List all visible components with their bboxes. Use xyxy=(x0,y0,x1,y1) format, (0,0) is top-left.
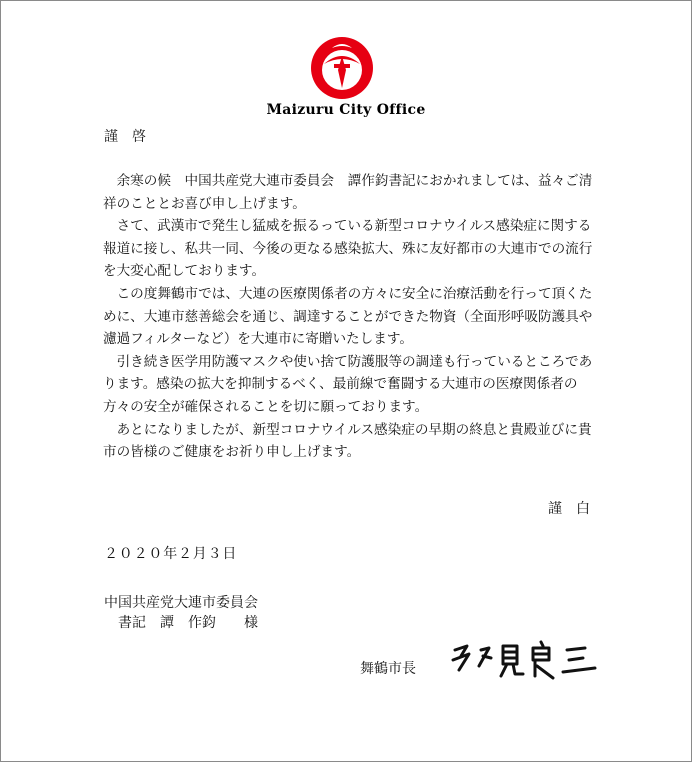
recipient-name: 書記 譚 作鈞 様 xyxy=(118,615,258,631)
letter-paragraph: 引き続き医学用防護マスクや使い捨て防護服等の調達も行っているところであります。感染の拡大を抑制するべく、最前線で奮闘する大連市の医療関係者の方々の安全が確保されることを切に願っております。 xyxy=(103,353,593,415)
closing: 謹白 xyxy=(548,501,604,517)
city-emblem-logo xyxy=(310,36,374,100)
salutation: 謹啓 xyxy=(104,129,160,145)
sender-title: 舞鶴市長 xyxy=(360,661,416,677)
office-name: Maizuru City Office xyxy=(266,102,426,118)
letter-paragraph: この度舞鶴市では、大連の医療関係者の方々に安全に治療活動を行って頂くために、大連市慈善総会を通じ、調達することができた物資（全面形呼吸防護具や濾過フィルターなど）を大連市に寄贈いたします。 xyxy=(103,285,593,348)
letter-paragraph: あとになりましたが、新型コロナウイルス感染症の早期の終息と貴殿並びに貴市の皆様のご健康をお祈り申し上げます。 xyxy=(103,421,592,461)
handwritten-signature xyxy=(445,636,605,686)
letter-paragraph: 余寒の候 中国共産党大連市委員会 譚作鈞書記におかれましては、益々ご清祥のこととお喜び申し上げます。 xyxy=(103,173,593,212)
recipient-organization: 中国共産党大連市委員会 xyxy=(104,595,258,611)
letter-date: ２０２０年２月３日 xyxy=(104,546,238,562)
letter-body xyxy=(103,170,603,464)
letter-paragraph: さて、武漢市で発生し猛威を振るっている新型コロナウイルス感染症に関する報道に接し、私共一同、今後の更なる感染拡大、殊に友好都市の大連市での流行を大変心配しております。 xyxy=(103,218,593,280)
